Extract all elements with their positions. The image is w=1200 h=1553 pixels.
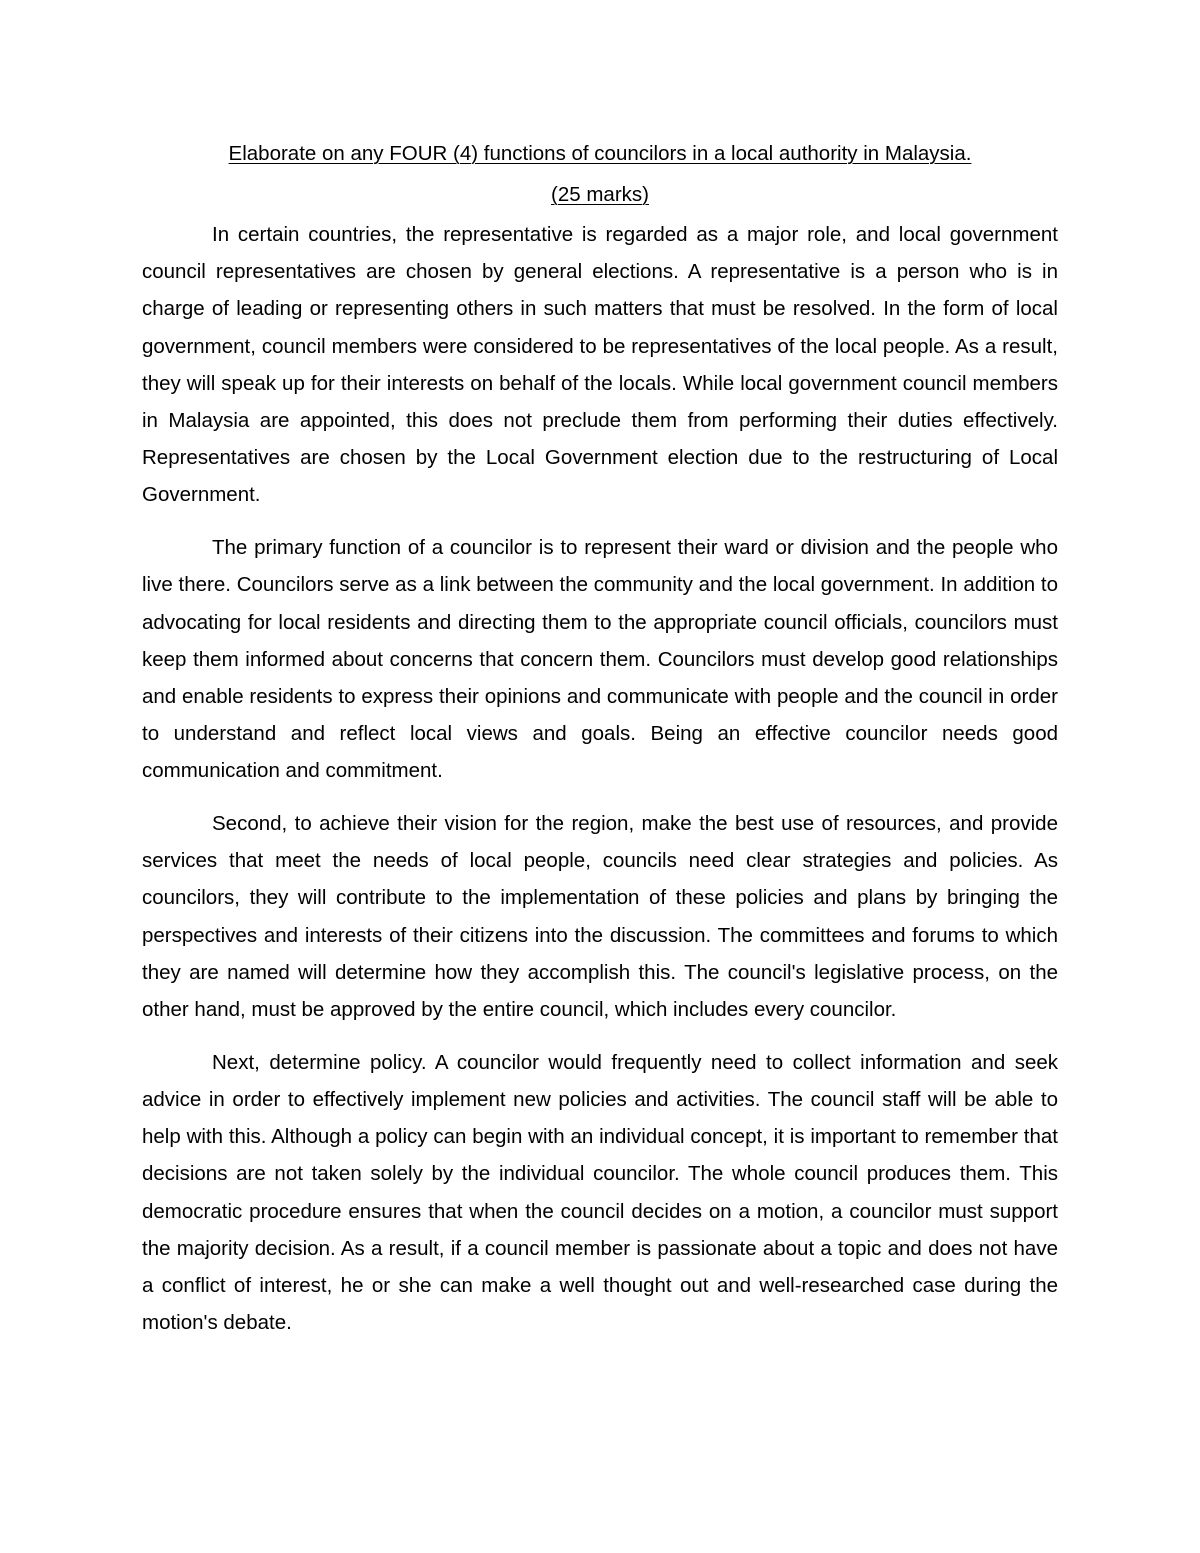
document-page: [142, 138, 1058, 1341]
paragraph-function-two: Second, to achieve their vision for the region, make the best use of resources, and provide services that meet the needs of local people, councils need clear strategies and policies. As councilors, they will contribute to the implementation of these policies and plans by bringing the perspectives and interests of their citizens into the discussion. The committees and forums to which they are named will determine how they accomplish this. The council's legislative process, on the other hand, must be approved by the entire council, which includes every councilor.: [142, 812, 1058, 1022]
paragraph-function-one: The primary function of a councilor is to represent their ward or division and the people who live there. Councilors serve as a link between the community and the local government. In addition to advocating for local residents and directing them to the appropriate council officials, councilors must keep them informed about concerns that concern them. Councilors must develop good relationships and enable residents to express their opinions and communicate with people and the council in order to understand and reflect local views and goals. Being an effective councilor needs good communication and commitment.: [142, 536, 1058, 783]
marks-label: (25 marks): [551, 183, 649, 206]
question-title: Elaborate on any FOUR (4) functions of councilors in a local authority in Malaysia.: [228, 142, 972, 165]
paragraph-function-three: Next, determine policy. A councilor would frequently need to collect information and seek advice in order to effectively implement new policies and activities. The council staff will be able to help with this. Although a policy can begin with an individual concept, it is important to remember that decisions are not taken solely by the individual councilor. The whole council produces them. This democratic procedure ensures that when the council decides on a motion, a councilor must support the majority decision. As a result, if a council member is passionate about a topic and does not have a conflict of interest, he or she can make a well thought out and well-researched case during the motion's debate.: [142, 1050, 1058, 1335]
paragraph-intro: In certain countries, the representative is regarded as a major role, and local government council representatives are chosen by general elections. A representative is a person who is in charge of leading or representing others in such matters that must be resolved. In the form of local government, council members were considered to be representatives of the local people. As a result, they will speak up for their interests on behalf of the locals. While local government council members in Malaysia are appointed, this does not preclude them from performing their duties effectively. Representatives are chosen by the Local Government election due to the restructuring of Local Government.: [142, 223, 1058, 507]
